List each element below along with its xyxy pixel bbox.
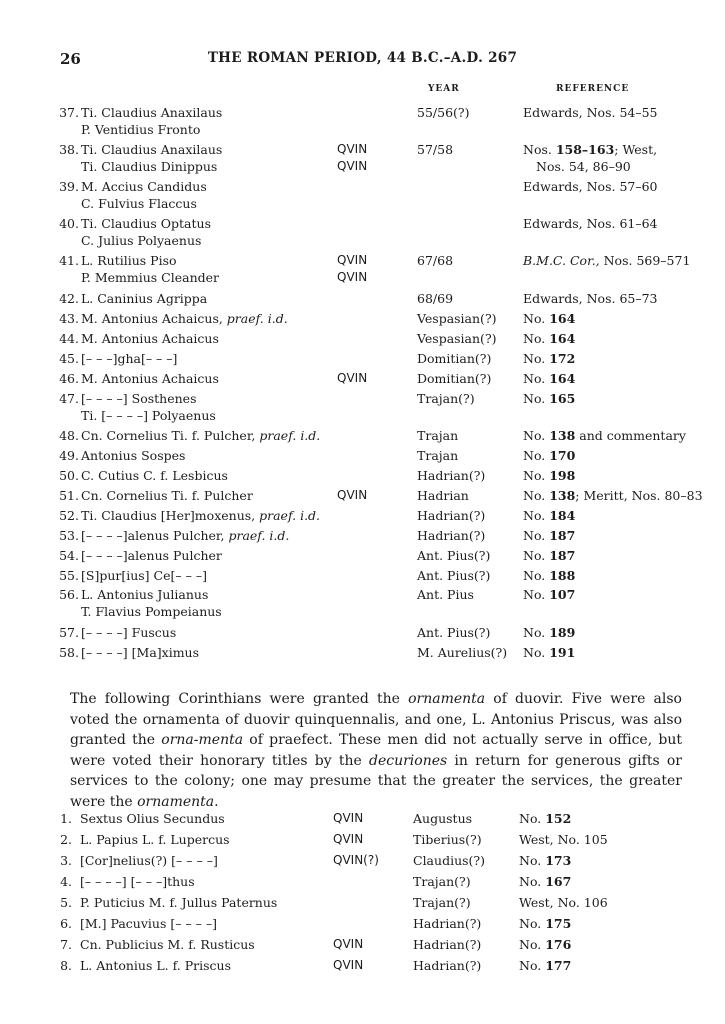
- person-name: [81, 547, 222, 564]
- person-name-text: Ti. Claudius Anaxilaus: [81, 142, 223, 157]
- person-name-text: [– – – –]alenus Pulcher: [81, 548, 222, 563]
- office-title: praef. i.d.: [255, 428, 321, 443]
- year-cell: Ant. Pius: [417, 587, 474, 602]
- reference-text: No.: [523, 391, 550, 406]
- reference-text: Nos. 569–571: [599, 253, 691, 268]
- person-name: [81, 330, 219, 347]
- person-name: [81, 178, 207, 195]
- year-cell: Ant. Pius(?): [417, 568, 491, 583]
- person-name-text: L. Rutilius Piso: [81, 253, 177, 268]
- reference-cell: [523, 644, 575, 661]
- reference-cell: [523, 350, 575, 367]
- reference-cell: [523, 447, 575, 464]
- year-cell: 55/56(?): [417, 105, 470, 120]
- person-name: [81, 527, 289, 544]
- person-name-text: M. Antonius Achaicus,: [81, 311, 223, 326]
- year-cell: Trajan(?): [417, 391, 475, 406]
- reference-cell: [519, 936, 571, 953]
- reference-text: No.: [523, 645, 550, 660]
- reference-text: No.: [523, 508, 550, 523]
- reference-cell: [523, 467, 575, 484]
- person-name-second: C. Julius Polyaenus: [81, 233, 202, 248]
- person-name-text: M. Antonius Achaicus: [81, 331, 219, 346]
- person-name: [81, 447, 185, 464]
- reference-cell: [523, 547, 575, 564]
- person-name: [81, 624, 176, 641]
- reference-cell: [523, 390, 575, 407]
- reference-cell: [519, 810, 571, 827]
- person-name-text: M. Antonius Achaicus: [81, 371, 219, 386]
- person-name: [81, 507, 320, 524]
- reference-number: 170: [549, 448, 576, 463]
- person-name-text: [– – – –] [– – –]thus: [80, 874, 195, 889]
- reference-number: 138: [549, 488, 576, 503]
- reference-number: 158–163: [555, 142, 615, 157]
- year-cell: Domitian(?): [417, 351, 492, 366]
- person-name: [80, 957, 231, 974]
- person-name: [80, 873, 195, 890]
- person-name: [81, 467, 228, 484]
- person-name-text: L. Papius L. f. Lupercus: [80, 832, 230, 847]
- qvin-marker: QVIN: [333, 832, 364, 846]
- reference-number: 138: [549, 428, 576, 443]
- reference-text: No.: [519, 874, 546, 889]
- reference-text: No.: [523, 311, 550, 326]
- person-name-second: Ti. [– – – –] Polyaenus: [81, 408, 216, 423]
- reference-number: 164: [549, 311, 576, 326]
- person-name: [81, 215, 211, 232]
- reference-cell: [523, 487, 703, 504]
- year-cell: Trajan(?): [413, 895, 471, 910]
- reference-cell: [519, 831, 608, 848]
- qvin-marker: QVIN: [337, 488, 368, 502]
- office-title: praef. i.d.: [222, 311, 288, 326]
- entry-number: 37.: [59, 105, 79, 120]
- year-cell: Hadrian(?): [413, 937, 482, 952]
- reference-text: Edwards, Nos. 57–60: [523, 179, 658, 194]
- paragraph-text: The following Corinthians were granted the: [70, 691, 409, 707]
- year-cell: Hadrian(?): [417, 508, 486, 523]
- reference-cell: [523, 178, 658, 195]
- reference-text: No.: [523, 548, 550, 563]
- person-name-text: [– – –]gha[– – –]: [81, 351, 178, 366]
- year-cell: Hadrian(?): [413, 958, 482, 973]
- person-name: [81, 567, 207, 584]
- reference-cell: [523, 290, 658, 307]
- year-cell: Hadrian(?): [417, 528, 486, 543]
- person-name: [81, 370, 219, 387]
- reference-text: ; Meritt, Nos. 80–83: [575, 488, 703, 503]
- reference-text: No.: [523, 587, 550, 602]
- reference-number: 165: [549, 391, 576, 406]
- entry-number: 40.: [59, 216, 79, 231]
- person-name: [81, 586, 208, 603]
- paragraph-text: of praefect. These men did not actually serve in office, but were voted their honorary titles by the: [70, 732, 682, 769]
- reference-text: No.: [523, 568, 550, 583]
- entry-number: 50.: [59, 468, 79, 483]
- qvin-marker: QVIN: [333, 958, 364, 972]
- person-name-text: [M.] Pacuvius [– – – –]: [80, 916, 218, 931]
- entry-number: 39.: [59, 179, 79, 194]
- entry-number: 49.: [59, 448, 79, 463]
- person-name: [81, 141, 222, 158]
- reference-number: 172: [549, 351, 576, 366]
- year-cell: Trajan(?): [413, 874, 471, 889]
- page-number: 26: [60, 50, 81, 68]
- person-name-text: [Cor]nelius(?) [– – – –]: [80, 853, 218, 868]
- reference-cell: [523, 507, 575, 524]
- entry-number: 54.: [59, 548, 79, 563]
- person-name: [81, 644, 199, 661]
- person-name: [81, 487, 253, 504]
- reference-italic: B.M.C. Cor.,: [523, 253, 600, 268]
- person-name: [81, 390, 197, 407]
- person-name: [80, 936, 255, 953]
- year-cell: Vespasian(?): [417, 331, 497, 346]
- year-cell: 57/58: [417, 142, 454, 157]
- entry-number: 5.: [60, 895, 72, 910]
- reference-number: 187: [549, 528, 576, 543]
- person-name-second: Ti. Claudius Dinippus: [81, 159, 218, 174]
- person-name-text: [– – – –] [Ma]ximus: [81, 645, 200, 660]
- person-name-text: L. Antonius Julianus: [81, 587, 209, 602]
- running-head: THE ROMAN PERIOD, 44 B.C.–A.D. 267: [207, 50, 518, 66]
- reference-cell: [519, 894, 608, 911]
- reference-text: No.: [519, 853, 546, 868]
- reference-text: No.: [519, 916, 546, 931]
- reference-text: No.: [523, 488, 550, 503]
- reference-cell: [523, 215, 658, 232]
- person-name: [80, 831, 230, 848]
- reference-number: 107: [549, 587, 576, 602]
- reference-cell: [523, 370, 575, 387]
- ornamenta-paragraph: [70, 689, 682, 812]
- reference-second: Nos. 54, 86–90: [536, 159, 631, 174]
- year-cell: 67/68: [417, 253, 454, 268]
- reference-text: and commentary: [575, 428, 686, 443]
- reference-text: Edwards, Nos. 65–73: [523, 291, 658, 306]
- entry-number: 48.: [59, 428, 79, 443]
- person-name-text: L. Antonius L. f. Priscus: [80, 958, 232, 973]
- year-cell: M. Aurelius(?): [417, 645, 508, 660]
- office-title: praef. i.d.: [224, 528, 290, 543]
- reference-text: ; West,: [614, 142, 658, 157]
- reference-text: No.: [519, 958, 546, 973]
- entry-number: 57.: [59, 625, 79, 640]
- entry-number: 38.: [59, 142, 79, 157]
- reference-number: 189: [549, 625, 576, 640]
- person-name-text: [S]pur[ius] Ce[– – –]: [81, 568, 207, 583]
- person-name: [80, 894, 277, 911]
- reference-cell: [519, 873, 571, 890]
- year-cell: Ant. Pius(?): [417, 625, 491, 640]
- year-cell: 68/69: [417, 291, 454, 306]
- entry-number: 43.: [59, 311, 79, 326]
- person-name-text: L. Caninius Agrippa: [81, 291, 208, 306]
- reference-text: No.: [523, 331, 550, 346]
- reference-cell: [523, 527, 575, 544]
- paragraph-text: .: [214, 793, 219, 810]
- reference-number: 188: [549, 568, 576, 583]
- entry-number: 47.: [59, 391, 79, 406]
- person-name-second: P. Ventidius Fronto: [81, 122, 201, 137]
- person-name: [81, 427, 320, 444]
- year-cell: Vespasian(?): [417, 311, 497, 326]
- person-name-text: Antonius Sospes: [81, 448, 186, 463]
- person-name-text: [– – – –]alenus Pulcher,: [81, 528, 225, 543]
- person-name-text: P. Puticius M. f. Jullus Paternus: [80, 895, 278, 910]
- entry-number: 56.: [59, 587, 79, 602]
- person-name: [81, 350, 177, 367]
- entry-number: 44.: [59, 331, 79, 346]
- reference-number: 152: [545, 811, 572, 826]
- reference-cell: [523, 567, 575, 584]
- entry-number: 55.: [59, 568, 79, 583]
- reference-number: 176: [545, 937, 572, 952]
- entry-number: 58.: [59, 645, 79, 660]
- entry-number: 3.: [60, 853, 72, 868]
- year-cell: Trajan: [417, 428, 459, 443]
- person-name-text: Cn. Publicius M. f. Rusticus: [80, 937, 255, 952]
- reference-text: Edwards, Nos. 61–64: [523, 216, 658, 231]
- year-cell: Hadrian(?): [417, 468, 486, 483]
- year-cell: Trajan: [417, 448, 459, 463]
- paragraph-italic: ornamenta: [408, 691, 486, 707]
- entry-number: 52.: [59, 508, 79, 523]
- qvin-marker: QVIN: [333, 811, 364, 825]
- entry-number: 45.: [59, 351, 79, 366]
- person-name: [81, 310, 288, 327]
- year-cell: Augustus: [413, 811, 473, 826]
- person-name-second: T. Flavius Pompeianus: [81, 604, 222, 619]
- reference-number: 175: [545, 916, 572, 931]
- qvin-marker: QVIN: [337, 371, 368, 385]
- reference-cell: [523, 427, 686, 444]
- year-cell: Claudius(?): [413, 853, 485, 868]
- reference-text: West, No. 105: [519, 832, 608, 847]
- reference-number: 198: [549, 468, 576, 483]
- qvin-marker: QVIN: [333, 937, 364, 951]
- reference-text: No.: [523, 528, 550, 543]
- paragraph-italic: ornamenta: [137, 793, 215, 810]
- person-name-text: Ti. Claudius Anaxilaus: [81, 105, 223, 120]
- reference-text: No.: [523, 625, 550, 640]
- reference-text: No.: [519, 937, 546, 952]
- reference-text: No.: [523, 468, 550, 483]
- person-name-text: C. Cutius C. f. Lesbicus: [81, 468, 228, 483]
- entry-number: 46.: [59, 371, 79, 386]
- year-cell: Hadrian(?): [413, 916, 482, 931]
- entry-number: 1.: [60, 811, 72, 826]
- office-title: praef. i.d.: [255, 508, 321, 523]
- reference-cell: [523, 586, 575, 603]
- entry-number: 42.: [59, 291, 79, 306]
- reference-number: 164: [549, 331, 576, 346]
- person-name-text: Cn. Cornelius Ti. f. Pulcher: [81, 488, 253, 503]
- reference-cell: [523, 624, 575, 641]
- reference-text: No.: [523, 448, 550, 463]
- person-name-text: M. Accius Candidus: [81, 179, 207, 194]
- person-name: [80, 810, 225, 827]
- year-cell: Ant. Pius(?): [417, 548, 491, 563]
- year-column-header: YEAR: [428, 84, 460, 94]
- person-name: [80, 852, 218, 869]
- reference-text: No.: [523, 371, 550, 386]
- qvin-marker-second: QVIN: [337, 159, 368, 173]
- entry-number: 41.: [59, 253, 79, 268]
- person-name-text: Sextus Olius Secundus: [80, 811, 225, 826]
- person-name: [81, 104, 222, 121]
- reference-cell: [519, 915, 571, 932]
- person-name-text: Ti. Claudius [Her]moxenus,: [81, 508, 256, 523]
- entry-number: 53.: [59, 528, 79, 543]
- person-name-text: Ti. Claudius Optatus: [81, 216, 211, 231]
- person-name-text: [– – – –] Sosthenes: [81, 391, 197, 406]
- reference-number: 187: [549, 548, 576, 563]
- reference-cell: [519, 957, 571, 974]
- reference-cell: [523, 104, 658, 121]
- reference-number: 167: [545, 874, 572, 889]
- reference-text: No.: [523, 428, 550, 443]
- year-cell: Hadrian: [417, 488, 469, 503]
- reference-number: 164: [549, 371, 576, 386]
- qvin-marker: QVIN: [337, 253, 368, 267]
- entry-number: 8.: [60, 958, 72, 973]
- year-cell: Tiberius(?): [413, 832, 482, 847]
- person-name-second: P. Memmius Cleander: [81, 270, 220, 285]
- reference-cell: [519, 852, 571, 869]
- person-name: [81, 290, 207, 307]
- person-name-text: [– – – –] Fuscus: [81, 625, 177, 640]
- person-name: [81, 252, 177, 269]
- reference-text: Nos.: [523, 142, 556, 157]
- paragraph-italic: decuriones: [369, 752, 448, 769]
- reference-text: West, No. 106: [519, 895, 608, 910]
- year-cell: Domitian(?): [417, 371, 492, 386]
- reference-cell: [523, 141, 657, 158]
- reference-number: 177: [545, 958, 572, 973]
- reference-number: 184: [549, 508, 576, 523]
- person-name: [80, 915, 217, 932]
- reference-text: Edwards, Nos. 54–55: [523, 105, 658, 120]
- qvin-marker: QVIN(?): [333, 853, 379, 867]
- person-name-second: C. Fulvius Flaccus: [81, 196, 197, 211]
- entry-number: 2.: [60, 832, 72, 847]
- qvin-marker: QVIN: [337, 142, 368, 156]
- reference-cell: [523, 330, 575, 347]
- paragraph-text: in return for generous gifts or services to the colony; one may presume that the greater the services, the greater were the: [70, 752, 682, 810]
- reference-cell: [523, 252, 690, 269]
- reference-text: No.: [519, 811, 546, 826]
- paragraph-italic: orna-menta: [161, 732, 244, 748]
- reference-number: 173: [545, 853, 572, 868]
- reference-text: No.: [523, 351, 550, 366]
- paragraph-text: of duovir. Five were also voted the ornamenta of duovir quinquennalis, and one, L. Antonius Priscus, was also granted the: [70, 691, 682, 748]
- reference-cell: [523, 310, 575, 327]
- entry-number: 7.: [60, 937, 72, 952]
- entry-number: 4.: [60, 874, 72, 889]
- reference-column-header: REFERENCE: [556, 84, 630, 94]
- entry-number: 51.: [59, 488, 79, 503]
- reference-number: 191: [549, 645, 576, 660]
- person-name-text: Cn. Cornelius Ti. f. Pulcher,: [81, 428, 256, 443]
- entry-number: 6.: [60, 916, 72, 931]
- qvin-marker-second: QVIN: [337, 270, 368, 284]
